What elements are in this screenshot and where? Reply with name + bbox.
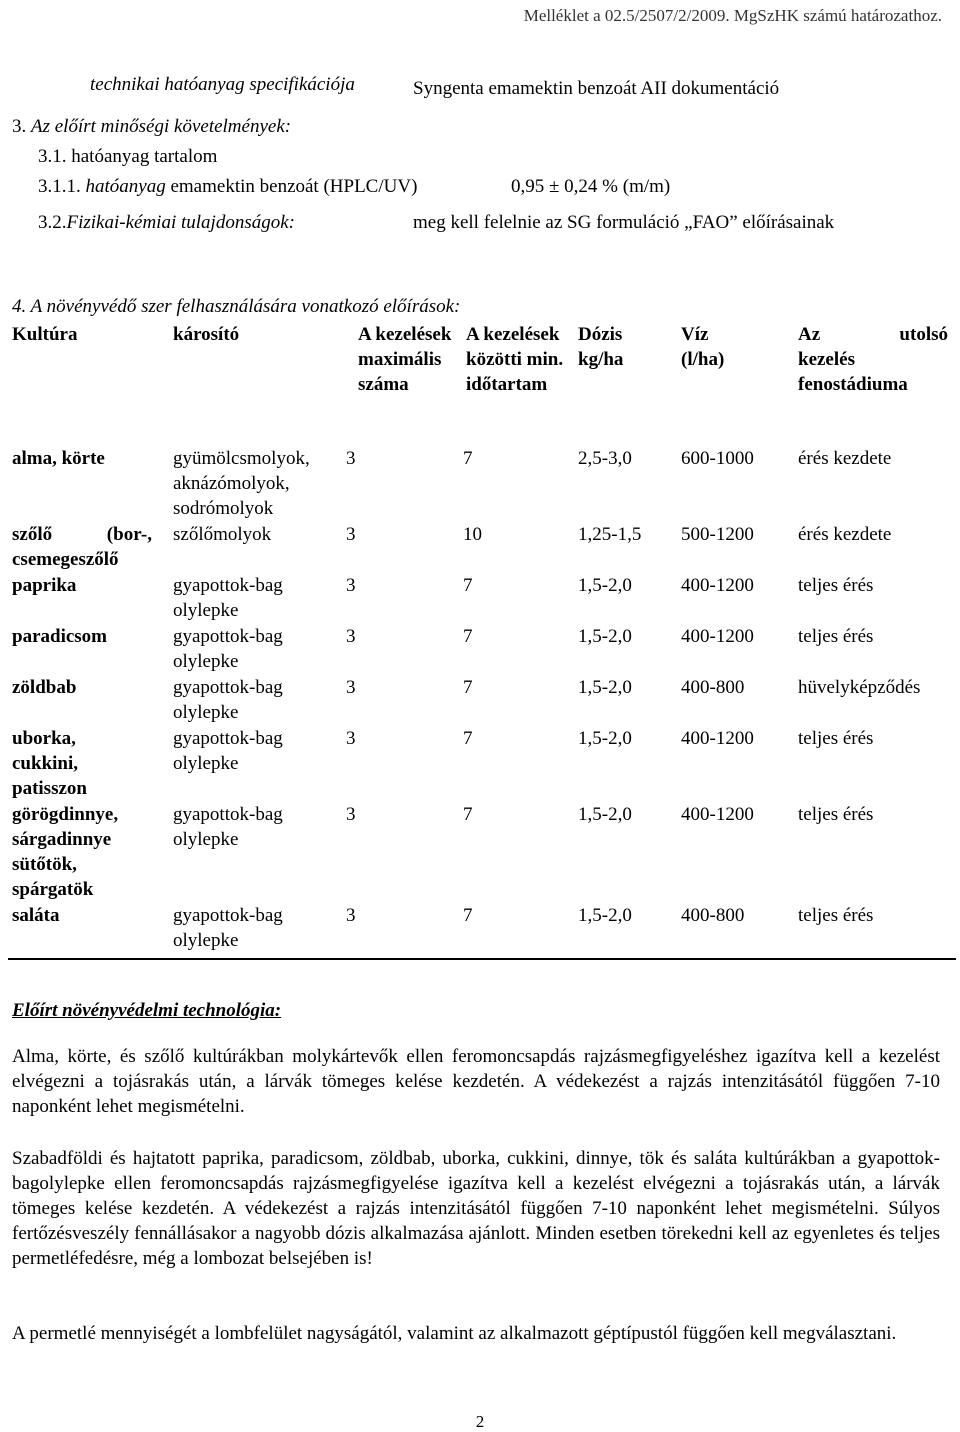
row-karosito: gyapottok-bagolylepke	[173, 626, 283, 672]
header-phenostage-line2: kezelés fenostádiuma	[798, 349, 908, 395]
phys-chem-number: 3.2.	[38, 212, 67, 233]
table-header-row	[8, 322, 956, 446]
row-kultura: zöldbab	[12, 677, 77, 698]
header-phenostage	[798, 322, 948, 397]
table-row	[8, 903, 956, 958]
row-phenostage: teljes érés	[798, 804, 874, 825]
header-max-treatments: A kezelések maximális száma	[358, 324, 452, 395]
active-label-italic: hatóanyag	[85, 176, 166, 197]
header-phenostage-word-b: utolsó	[899, 324, 948, 345]
row-max: 3	[346, 804, 356, 825]
technology-paragraph-3: A permetlé mennyiségét a lombfelület nagyságától, valamint az alkalmazott géptípustól függően kell megválasztani.	[12, 1323, 897, 1344]
active-ingredient-label	[38, 176, 417, 198]
row-phenostage: teljes érés	[798, 575, 874, 596]
row-max: 3	[346, 575, 356, 596]
row-max: 3	[346, 728, 356, 749]
row-karosito: gyapottok-bagolylepke	[173, 728, 283, 774]
row-phenostage: teljes érés	[798, 905, 874, 926]
row-kultura: görögdinnye, sárgadinnye sütőtök, spárgatök	[12, 804, 119, 900]
row-phenostage: hüvelyképződés	[798, 677, 921, 698]
row-max: 3	[346, 905, 356, 926]
row-water: 400-1200	[681, 804, 754, 825]
row-karosito: gyapottok-bagolylepke	[173, 804, 283, 850]
table-row	[8, 802, 956, 903]
tech-spec-value: Syngenta emamektin benzoát AII dokumentáció	[413, 78, 780, 99]
row-phenostage: teljes érés	[798, 728, 874, 749]
active-ingredient-value: 0,95 ± 0,24 % (m/m)	[511, 176, 671, 197]
row-water: 400-800	[681, 905, 745, 926]
header-note: Melléklet a 02.5/2507/2/2009. MgSzHK számú határozathoz.	[523, 6, 942, 25]
row-max: 3	[346, 677, 356, 698]
table-row	[8, 675, 956, 726]
row-kultura: paradicsom	[12, 626, 107, 647]
row-water: 400-800	[681, 677, 745, 698]
content-heading: 3.1. hatóanyag tartalom	[38, 146, 218, 167]
header-phenostage-word-a: Az	[798, 324, 821, 345]
phys-chem-heading	[38, 212, 295, 234]
row-water: 500-1200	[681, 524, 754, 545]
table-row	[8, 624, 956, 675]
row-max: 3	[346, 524, 356, 545]
active-prefix: 3.1.1.	[38, 176, 86, 197]
row-water: 400-1200	[681, 626, 754, 647]
header-water: Víz (l/ha)	[681, 324, 725, 370]
row-karosito: gyümölcsmolyok, aknázómolyok, sodrómolyok	[173, 448, 310, 519]
row-karosito: gyapottok-bagolylepke	[173, 677, 283, 723]
row-water: 400-1200	[681, 728, 754, 749]
table-row	[8, 573, 956, 624]
row-max: 3	[346, 626, 356, 647]
page-number: 2	[475, 1412, 485, 1431]
row-interval: 7	[463, 448, 473, 469]
row-interval: 7	[463, 626, 473, 647]
row-water: 400-1200	[681, 575, 754, 596]
row-kultura: alma, körte	[12, 448, 105, 469]
row-kultura: saláta	[12, 905, 60, 926]
row-interval: 7	[463, 804, 473, 825]
row-karosito: szőlőmolyok	[173, 524, 272, 545]
header-min-interval: A kezelések közötti min. időtartam	[466, 324, 564, 395]
tech-spec-label: technikai hatóanyag specifikációja	[90, 74, 355, 95]
section-4-title: 4. A növényvédő szer felhasználására vonatkozó előírások:	[12, 296, 461, 317]
row-interval: 7	[463, 575, 473, 596]
row-karosito: gyapottok-bagolylepke	[173, 905, 283, 951]
row-dose: 1,5-2,0	[578, 677, 632, 698]
row-interval: 7	[463, 677, 473, 698]
row-kultura: szőlő (bor-, csemegeszőlő	[12, 524, 152, 570]
row-phenostage: érés kezdete	[798, 524, 892, 545]
header-dose: Dózis kg/ha	[578, 324, 624, 370]
row-phenostage: teljes érés	[798, 626, 874, 647]
row-max: 3	[346, 448, 356, 469]
usage-table	[8, 322, 956, 960]
header-phenostage-line1	[798, 322, 948, 347]
phys-chem-label: Fizikai-kémiai tulajdonságok:	[66, 212, 295, 233]
row-karosito: gyapottok-bagolylepke	[173, 575, 283, 621]
row-dose: 1,5-2,0	[578, 626, 632, 647]
row-dose: 1,5-2,0	[578, 804, 632, 825]
table-row	[8, 522, 956, 573]
row-dose: 1,25-1,5	[578, 524, 642, 545]
row-water: 600-1000	[681, 448, 754, 469]
row-dose: 1,5-2,0	[578, 905, 632, 926]
row-dose: 1,5-2,0	[578, 728, 632, 749]
row-interval: 7	[463, 728, 473, 749]
row-interval: 10	[463, 524, 482, 545]
active-label-rest: emamektin benzoát (HPLC/UV)	[165, 176, 418, 197]
technology-paragraph-2: Szabadföldi és hajtatott paprika, paradicsom, zöldbab, uborka, cukkini, dinnye, tök és saláta kultúrákban a gyapottok-bagolylepke ellen feromoncsapdás rajzásmegfigyelése igazítva kell a kezelést elvégezni a tojásrakás után, a lárvák tömeges kelése kezdetén. A védekezést a rajzás intenzitásától függően 7-10 naponként lehet megismételni. Súlyos fertőzésveszély fennállásakor a nagyobb dózis alkalmazása ajánlott. Minden esetben törekedni kell az egyenletes és teljes permetléfedésre, még a lombozat belsejében is!	[12, 1148, 940, 1269]
row-kultura: uborka, cukkini, patisszon	[12, 728, 87, 799]
table-row	[8, 726, 956, 802]
row-dose: 2,5-3,0	[578, 448, 632, 469]
phys-chem-value: meg kell felelnie az SG formuláció „FAO” előírásainak	[413, 212, 835, 233]
requirements-heading	[12, 116, 291, 138]
row-kultura: paprika	[12, 575, 77, 596]
requirements-label: Az előírt minőségi követelmények:	[31, 116, 292, 137]
technology-title: Előírt növényvédelmi technológia:	[12, 1000, 282, 1021]
technology-paragraph-1: Alma, körte, és szőlő kultúrákban molykártevők ellen feromoncsapdás rajzásmegfigyeléshez igazítva kell a kezelést elvégezni a tojásrakás után, a lárvák tömeges kelése kezdetén. A védekezést a rajzás intenzitásától függően 7-10 naponként lehet megismételni.	[12, 1046, 940, 1117]
row-dose: 1,5-2,0	[578, 575, 632, 596]
row-interval: 7	[463, 905, 473, 926]
table-row	[8, 446, 956, 522]
row-phenostage: érés kezdete	[798, 448, 892, 469]
requirements-number: 3.	[12, 116, 27, 137]
header-kultura: Kultúra	[12, 324, 78, 345]
header-karosito: károsító	[173, 324, 240, 345]
